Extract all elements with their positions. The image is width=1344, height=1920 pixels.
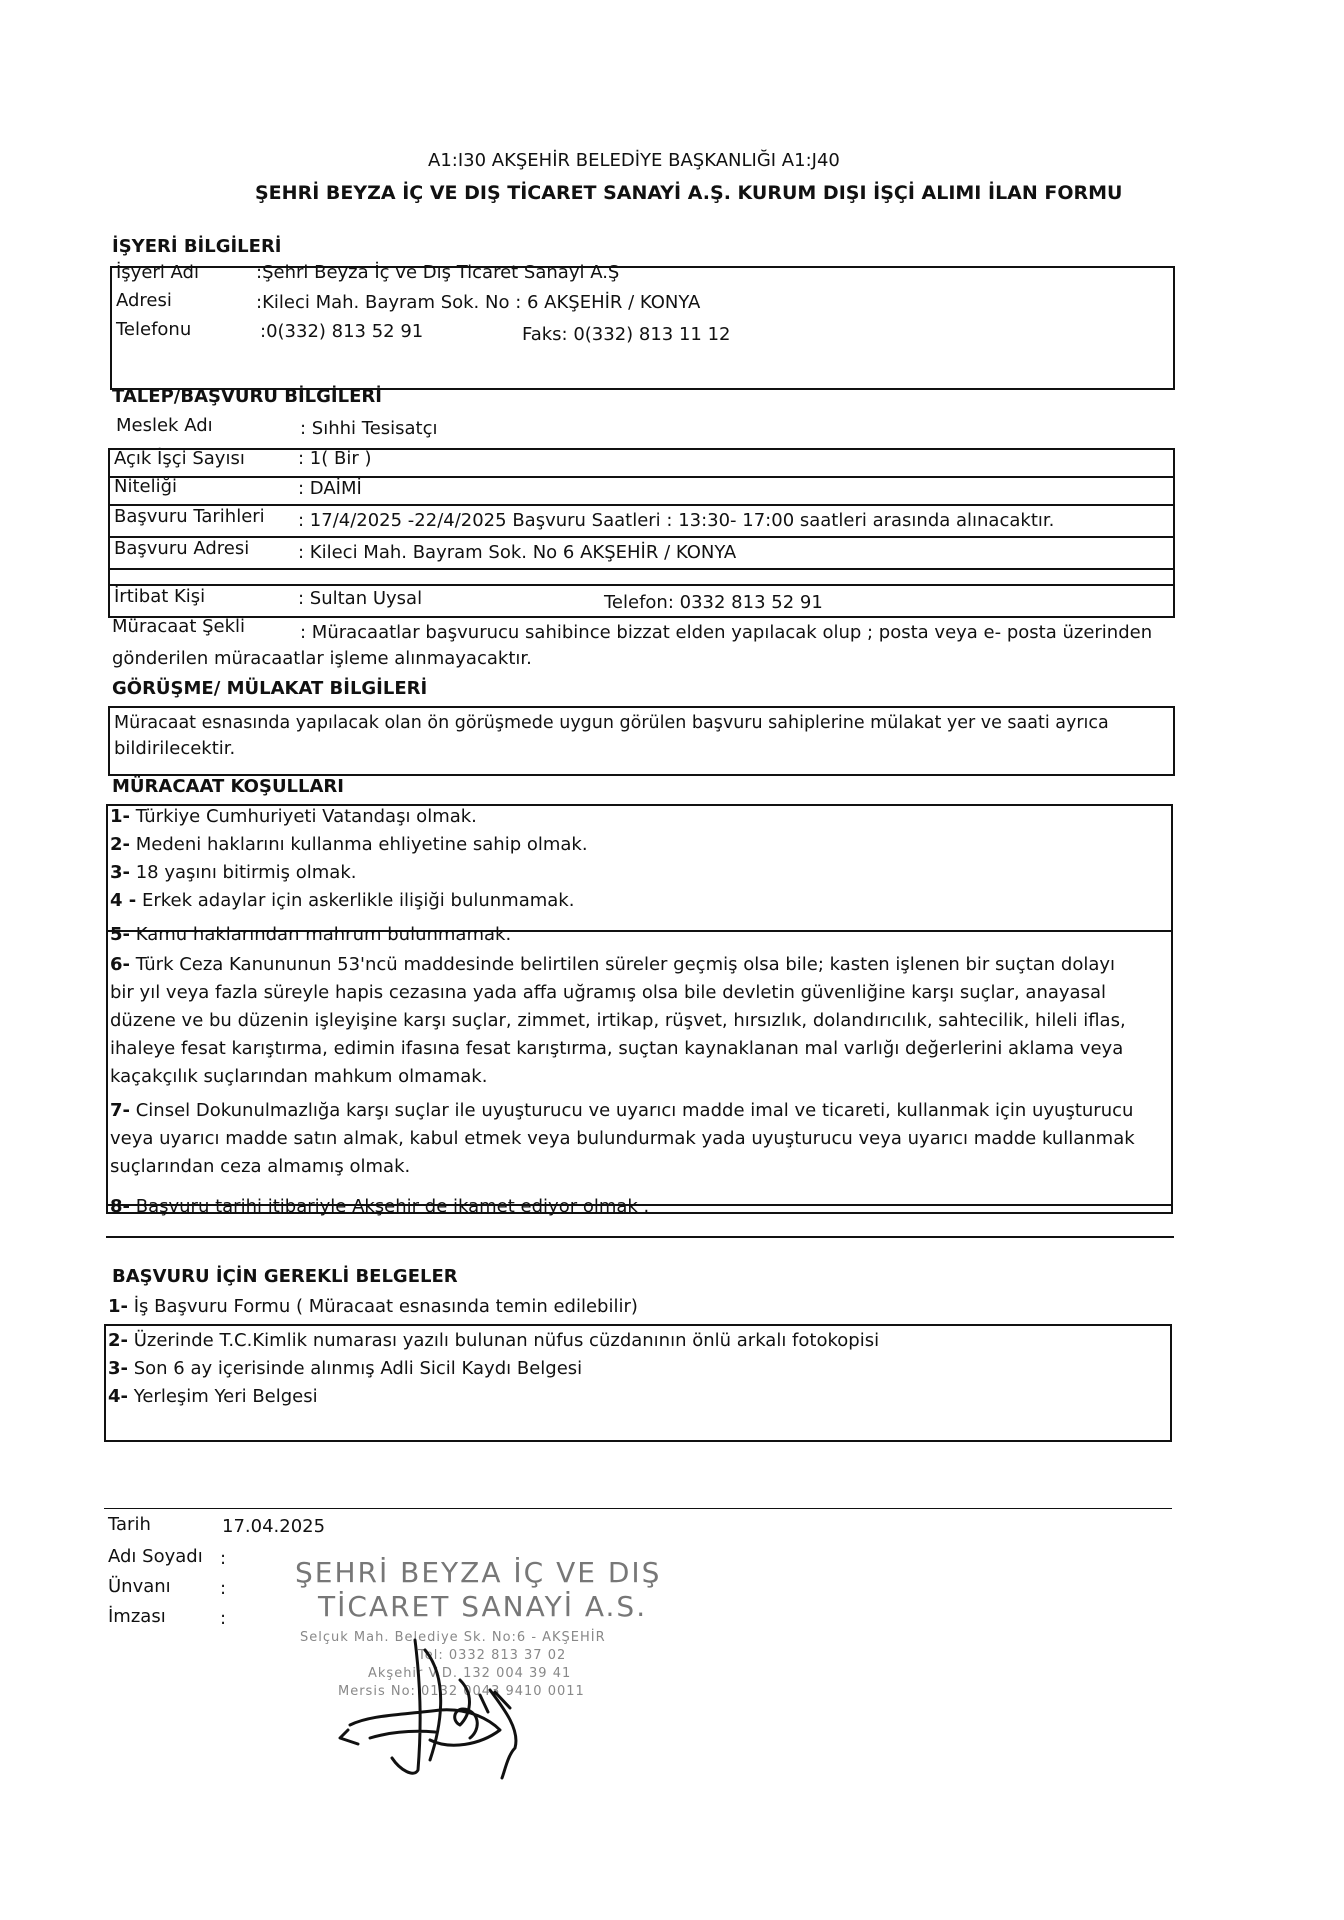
- sekli-value-cont: gönderilen müracaatlar işleme alınmayacaktır.: [112, 648, 532, 669]
- belgeler-section-title: BAŞVURU İÇİN GEREKLİ BELGELER: [112, 1266, 458, 1287]
- kosul-text: Cinsel Dokunulmazlığa karşı suçlar ile uyuşturucu ve uyarıcı madde imal ve ticareti, kullanmak için uyuşturucu: [135, 1100, 1134, 1121]
- acik-label: Açık İşçi Sayısı: [114, 448, 245, 469]
- kosul-item-line: [110, 924, 511, 946]
- belge-item-1: [108, 1296, 638, 1318]
- kosullar-bottom-rule: [106, 1236, 1174, 1238]
- kosullar-section-title: MÜRACAAT KOŞULLARI: [112, 776, 344, 797]
- company-stamp-line-3: Selçuk Mah. Belediye Sk. No:6 - AKŞEHİR: [300, 1630, 606, 1645]
- talep-row-divider: [108, 536, 1175, 538]
- kosul-item-line: [110, 1128, 1135, 1150]
- kosul-item-line: [110, 834, 588, 856]
- talep-row-divider: [108, 568, 1175, 570]
- talep-section-title: TALEP/BAŞVURU BİLGİLERİ: [112, 386, 382, 407]
- kosul-item-line: [110, 1066, 487, 1088]
- niteligi-value: : DAİMİ: [298, 478, 362, 499]
- belge-num: 3-: [108, 1358, 128, 1379]
- talep-row-divider: [108, 504, 1175, 506]
- tarihler-value: : 17/4/2025 -22/4/2025 Başvuru Saatleri : 13:30- 17:00 saatleri arasında alınacaktır.: [298, 510, 1055, 531]
- isyeri-label-adi: İşyeri Adı: [116, 262, 199, 283]
- kosul-text: bir yıl veya fazla süreyle hapis cezasına yada affa uğramış olsa bile devletin güvenliğine karşı suçlar, anayasal: [110, 982, 1106, 1003]
- company-stamp-line-6: Mersis No: 0132 0043 9410 0011: [338, 1684, 585, 1699]
- talep-row-divider: [108, 476, 1175, 478]
- company-stamp-line-5: Akşehir V.D. 132 004 39 41: [368, 1666, 572, 1681]
- kosul-item-line: [110, 1010, 1126, 1032]
- adsoyad-label: Adı Soyadı: [108, 1546, 203, 1567]
- kosul-num: 1-: [110, 806, 130, 827]
- meslek-value: : Sıhhi Tesisatçı: [300, 418, 438, 439]
- sekli-label: Müracaat Şekli: [112, 616, 246, 637]
- basvuru-adresi-value: : Kileci Mah. Bayram Sok. No 6 AKŞEHİR / KONYA: [298, 542, 737, 563]
- kosul-text: düzene ve bu düzenin işleyişine karşı suçlar, zimmet, irtikap, rüşvet, hırsızlık, dolandırıcılık, sahtecilik, hileli iflas,: [110, 1010, 1126, 1031]
- kosul-item-line: [110, 1100, 1133, 1122]
- kosul-item-line: [110, 982, 1106, 1004]
- meslek-label: Meslek Adı: [116, 415, 213, 436]
- kosul-text: Başvuru tarihi itibariyle Akşehir de ikamet ediyor olmak .: [135, 1196, 650, 1217]
- kosul-num: 8-: [110, 1196, 130, 1217]
- isyeri-section-title: İŞYERİ BİLGİLERİ: [112, 236, 282, 257]
- kosul-num: 6-: [110, 954, 130, 975]
- kosul-num: 4 -: [110, 890, 137, 911]
- acik-value: : 1( Bir ): [298, 448, 372, 469]
- kosul-item-line: [110, 1156, 410, 1178]
- belge-item-2: [108, 1330, 879, 1352]
- signature-icon: [330, 1620, 570, 1780]
- kosul-num: 5-: [110, 924, 130, 945]
- kosul-item-line: [110, 862, 356, 884]
- kosul-text: Medeni haklarını kullanma ehliyetine sahip olmak.: [135, 834, 588, 855]
- company-stamp-line-4: Tel: 0332 813 37 02: [418, 1648, 567, 1663]
- irtibat-label: İrtibat Kişi: [114, 586, 206, 607]
- header-line-1: A1:I30 AKŞEHİR BELEDİYE BAŞKANLIĞI A1:J40: [428, 150, 840, 171]
- kosul-text: Türk Ceza Kanununun 53'ncü maddesinde belirtilen süreler geçmiş olsa bile; kasten işlenen bir suçtan dolayı: [135, 954, 1116, 975]
- kosul-text: Erkek adaylar için askerlikle ilişiği bulunmamak.: [142, 890, 575, 911]
- isyeri-value-adi: :Şehri Beyza İç ve Dış Ticaret Sanayi A.Ş: [256, 262, 620, 283]
- tarih-value: 17.04.2025: [222, 1516, 326, 1537]
- isyeri-fax: Faks: 0(332) 813 11 12: [522, 324, 731, 345]
- imza-label: İmzası: [108, 1606, 166, 1627]
- belge-text: Son 6 ay içerisinde alınmış Adli Sicil Kaydı Belgesi: [133, 1358, 583, 1379]
- kosul-item-line: [110, 954, 1115, 976]
- kosul-text: veya uyarıcı madde satın almak, kabul etmek veya bulundurmak yada uyuşturucu veya uyarıcı madde kullanmak: [110, 1128, 1135, 1149]
- kosul-num: 7-: [110, 1100, 130, 1121]
- company-stamp-line-1: ŞEHRİ BEYZA İÇ VE DIŞ: [295, 1556, 662, 1589]
- belge-text: İş Başvuru Formu ( Müracaat esnasında temin edilebilir): [133, 1296, 638, 1317]
- kosul-text: suçlarından ceza almamış olmak.: [110, 1156, 411, 1177]
- isyeri-label-adresi: Adresi: [116, 290, 172, 311]
- kosul-text: ihaleye fesat karıştırma, edimin ifasına fesat karıştırma, suçtan kaynaklanan mal varlığı değerlerini aklama veya: [110, 1038, 1124, 1059]
- belge-num: 1-: [108, 1296, 128, 1317]
- belge-num: 4-: [108, 1386, 128, 1407]
- kosul-num: 3-: [110, 862, 130, 883]
- belge-num: 2-: [108, 1330, 128, 1351]
- company-stamp-line-2: TİCARET SANAYİ A.S.: [318, 1590, 648, 1623]
- niteligi-label: Niteliği: [114, 476, 178, 497]
- talep-row-divider: [108, 584, 1175, 586]
- belge-text: Üzerinde T.C.Kimlik numarası yazılı bulunan nüfus cüzdanının önlü arkalı fotokopisi: [133, 1330, 880, 1351]
- irtibat-value: : Sultan Uysal: [298, 588, 423, 609]
- gorusme-text-2: bildirilecektir.: [114, 738, 236, 759]
- kosul-text: 18 yaşını bitirmiş olmak.: [135, 862, 357, 883]
- kosul-text: kaçakçılık suçlarından mahkum olmamak.: [110, 1066, 488, 1087]
- unvan-colon: :: [220, 1578, 227, 1599]
- isyeri-value-telefonu: :0(332) 813 52 91: [260, 321, 424, 342]
- belge-item-4: [108, 1386, 318, 1408]
- footer-rule: [104, 1508, 1172, 1509]
- gorusme-text-1: Müracaat esnasında yapılacak olan ön görüşmede uygun görülen başvuru sahiplerine mülakat yer ve saati ayrıca: [114, 713, 1109, 733]
- belge-item-3: [108, 1358, 582, 1380]
- irtibat-telefon: Telefon: 0332 813 52 91: [604, 592, 823, 613]
- imza-colon: :: [220, 1608, 227, 1629]
- tarihler-label: Başvuru Tarihleri: [114, 506, 265, 527]
- document-title: ŞEHRİ BEYZA İÇ VE DIŞ TİCARET SANAYİ A.Ş. KURUM DIŞI İŞÇİ ALIMI İLAN FORMU: [255, 182, 1123, 204]
- isyeri-value-adresi: :Kileci Mah. Bayram Sok. No : 6 AKŞEHİR / KONYA: [256, 292, 701, 313]
- belge-text: Yerleşim Yeri Belgesi: [133, 1386, 318, 1407]
- kosul-item-line: [110, 1038, 1123, 1060]
- kosul-item-line: [110, 890, 574, 912]
- gorusme-section-title: GÖRÜŞME/ MÜLAKAT BİLGİLERİ: [112, 678, 428, 699]
- kosul-num: 2-: [110, 834, 130, 855]
- basvuru-adresi-label: Başvuru Adresi: [114, 538, 250, 559]
- adsoyad-colon: :: [220, 1548, 227, 1569]
- unvan-label: Ünvanı: [108, 1576, 171, 1597]
- isyeri-label-telefonu: Telefonu: [116, 319, 192, 340]
- kosul-text: Kamu haklarından mahrum bulunmamak.: [135, 924, 512, 945]
- kosul-item-line: [110, 1196, 649, 1218]
- tarih-label: Tarih: [108, 1514, 151, 1535]
- sekli-value: : Müracaatlar başvurucu sahibince bizzat elden yapılacak olup ; posta veya e- posta üzerinden: [300, 622, 1153, 643]
- kosul-item-line: [110, 806, 477, 828]
- kosul-text: Türkiye Cumhuriyeti Vatandaşı olmak.: [135, 806, 477, 827]
